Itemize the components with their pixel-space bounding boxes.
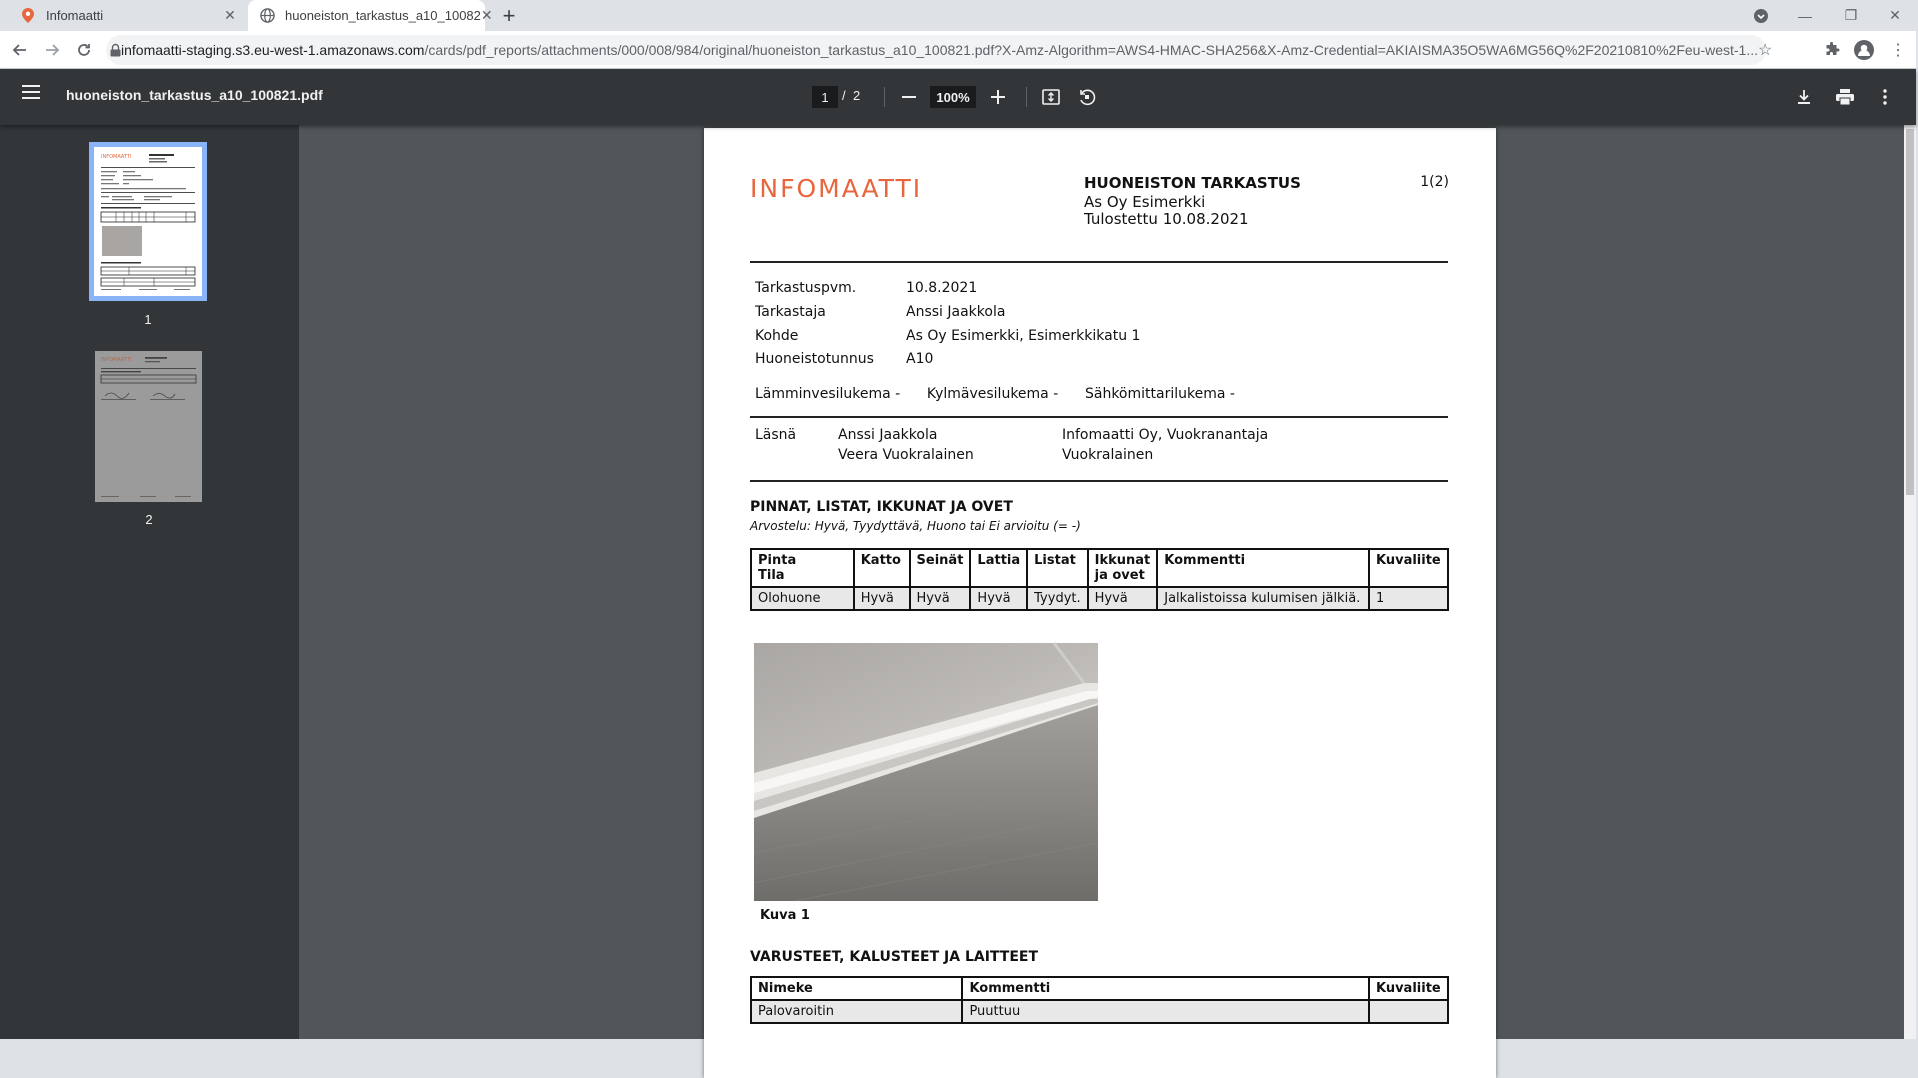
column-header: Kommentti: [1157, 549, 1369, 587]
address-bar[interactable]: [106, 35, 1773, 65]
meter-value: -: [1229, 386, 1235, 402]
zoom-in-button[interactable]: [985, 84, 1011, 110]
page-thumbnail-1[interactable]: [94, 147, 202, 296]
table-cell: Olohuone: [751, 587, 854, 610]
pdf-filename: huoneiston_tarkastus_a10_100821.pdf: [66, 87, 323, 103]
bookmark-star-icon[interactable]: ☆: [1758, 42, 1773, 59]
present-label: Läsnä: [755, 427, 797, 443]
column-header: Seinät: [910, 549, 971, 587]
rotate-icon[interactable]: [1074, 84, 1100, 110]
extensions-icon[interactable]: [1818, 36, 1846, 64]
url-host: infomaatti-staging.s3.eu-west-1.amazonaws.com: [121, 42, 425, 58]
infomaatti-logo: INFOMAATTI: [750, 174, 923, 203]
table-header-row: [751, 549, 1448, 587]
restore-icon[interactable]: ❐: [1844, 7, 1858, 23]
column-header: Kommentti: [962, 977, 1369, 1000]
column-header: Katto: [854, 549, 910, 587]
column-header: Pinta Tila: [751, 549, 854, 587]
browser-toolbar: [0, 31, 1916, 69]
photo-caption: Kuva 1: [760, 908, 810, 923]
present-role: Vuokralainen: [1062, 447, 1154, 463]
table-cell: Palovaroitin: [751, 1000, 962, 1023]
section-title: VARUSTEET, KALUSTEET JA LAITTEET: [750, 949, 1039, 965]
print-icon[interactable]: [1832, 84, 1858, 110]
table-cell: Jalkalistoissa kulumisen jälkiä.: [1157, 587, 1369, 610]
tab-pdf[interactable]: [248, 0, 493, 31]
meter-readings: [755, 386, 1235, 402]
column-header: Lattia: [970, 549, 1027, 587]
surfaces-table: [750, 548, 1449, 611]
lock-icon[interactable]: [110, 44, 121, 57]
tab-close-icon[interactable]: ✕: [224, 7, 236, 23]
meter-value: -: [895, 386, 901, 402]
tab-infomaatti[interactable]: [8, 0, 248, 31]
table-cell: Tyydyt.: [1027, 587, 1087, 610]
page-indicator: 1(2): [1420, 174, 1449, 190]
table-cell: 1: [1369, 587, 1448, 610]
present-name: Anssi Jaakkola: [838, 427, 938, 443]
toolbar-divider: [884, 87, 885, 107]
chrome-menu-icon[interactable]: ⋮: [1890, 42, 1906, 59]
info-label: Tarkastuspvm.: [755, 280, 857, 296]
tab-title: huoneiston_tarkastus_a10_10082: [285, 8, 481, 23]
table-cell: Hyvä: [854, 587, 910, 610]
profile-avatar-icon[interactable]: [1850, 36, 1878, 64]
page-number-input[interactable]: 1: [812, 86, 838, 108]
column-header: Listat: [1027, 549, 1087, 587]
zoom-out-button[interactable]: [896, 84, 922, 110]
column-header: Ikkunat ja ovet: [1088, 549, 1158, 587]
meter-label: Sähkömittarilukema: [1084, 386, 1226, 402]
back-icon[interactable]: [6, 36, 34, 64]
download-icon[interactable]: [1791, 84, 1817, 110]
table-row: [751, 1000, 1448, 1023]
info-value: Anssi Jaakkola: [906, 304, 1006, 320]
toolbar-divider: [1026, 87, 1027, 107]
meter-value: -: [1053, 386, 1059, 402]
more-options-icon[interactable]: [1872, 84, 1898, 110]
scrollbar-thumb[interactable]: [1906, 129, 1914, 495]
column-header: Kuvaliite: [1369, 549, 1448, 587]
table-cell: [1369, 1000, 1448, 1023]
thumbnail-label: 2: [145, 512, 153, 527]
meter-label: Kylmävesilukema: [926, 386, 1049, 402]
zoom-level-input[interactable]: 100%: [930, 86, 976, 108]
location-pin-icon: [20, 8, 36, 24]
close-window-icon[interactable]: ✕: [1889, 7, 1901, 23]
tab-strip: [0, 0, 1916, 31]
pdf-toolbar: [0, 69, 1916, 125]
meter-label: Lämminvesilukema: [755, 386, 891, 402]
url-path: /cards/pdf_reports/attachments/000/008/984/original/huoneiston_tarkastus_a10_100821.pdf?X-Amz-Algorithm=AWS4-HMAC-SHA256&X-Amz-Credential=AKIAISMA35O5WA6MG56Q%2F20210810%2Feu-west-1...: [424, 42, 1759, 58]
page-total: 2: [853, 88, 861, 103]
divider: [750, 480, 1448, 482]
info-label: Huoneistotunnus: [755, 351, 874, 367]
present-name: Veera Vuokralainen: [838, 447, 974, 463]
viewer-scrollbar[interactable]: [1904, 125, 1916, 1039]
info-label: Tarkastaja: [755, 304, 826, 320]
column-header: Nimeke: [751, 977, 962, 1000]
table-cell: Puuttuu: [962, 1000, 1369, 1023]
pdf-viewer[interactable]: [299, 125, 1904, 1039]
table-header-row: [751, 977, 1448, 1000]
document-title: HUONEISTON TARKASTUS: [1084, 174, 1301, 192]
thumbnail-label: 1: [144, 312, 152, 327]
info-value: 10.8.2021: [906, 280, 978, 296]
table-row: [751, 587, 1448, 610]
info-value: A10: [906, 351, 934, 367]
sidebar-menu-icon[interactable]: [22, 85, 46, 109]
forward-icon[interactable]: [38, 36, 66, 64]
section-subtitle: Arvostelu: Hyvä, Tyydyttävä, Huono tai Ei arvioitu (= -): [750, 519, 1081, 533]
present-role: Infomaatti Oy, Vuokranantaja: [1062, 427, 1269, 443]
equipment-table: [750, 976, 1449, 1024]
printed-date: Tulostettu 10.08.2021: [1084, 210, 1249, 228]
pdf-page: [704, 128, 1496, 1078]
info-label: Kohde: [755, 328, 799, 344]
tab-close-icon[interactable]: ✕: [480, 7, 493, 23]
table-cell: Hyvä: [910, 587, 971, 610]
page-separator: /: [842, 88, 846, 103]
minimize-icon[interactable]: —: [1798, 7, 1812, 24]
thumbnail-sidebar: [0, 125, 299, 1039]
fit-to-page-icon[interactable]: [1038, 84, 1064, 110]
table-cell: Hyvä: [1088, 587, 1158, 610]
page-thumbnail-2[interactable]: [95, 351, 202, 502]
svg-text:INFOMAATTI: INFOMAATTI: [101, 357, 132, 363]
column-header: Kuvaliite: [1369, 977, 1448, 1000]
attachment-photo: [754, 643, 1098, 901]
svg-text:INFOMAATTI: INFOMAATTI: [101, 154, 132, 160]
globe-icon: [260, 8, 275, 24]
new-tab-icon[interactable]: +: [502, 3, 516, 28]
divider: [750, 416, 1448, 418]
tab-search-icon[interactable]: [1738, 0, 1784, 31]
document-subtitle: As Oy Esimerkki: [1084, 193, 1206, 211]
divider: [750, 261, 1448, 263]
section-title: PINNAT, LISTAT, IKKUNAT JA OVET: [750, 499, 1013, 515]
url-text: [121, 42, 1758, 58]
tab-title: Infomaatti: [46, 8, 104, 23]
info-value: As Oy Esimerkki, Esimerkkikatu 1: [906, 328, 1141, 344]
reload-icon[interactable]: [70, 36, 98, 64]
table-cell: Hyvä: [970, 587, 1027, 610]
